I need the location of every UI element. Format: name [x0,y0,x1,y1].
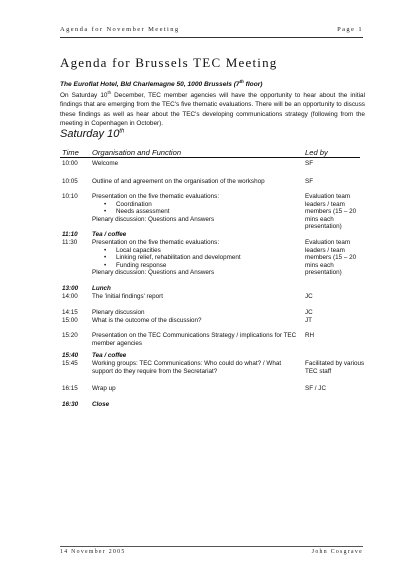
row-time: 10:10 [62,193,78,200]
bullet-item: • Needs assessment [102,208,302,216]
row-time: 16:30 [62,401,79,408]
header-left: Agenda for November Meeting [60,26,180,33]
column-header-activity: Organisation and Function [92,148,182,157]
row-led: SF / JC [305,385,326,392]
intro-sup: th [107,90,112,95]
day-sup: th [119,128,125,135]
bullet-item: • Coordination [102,201,302,209]
row-activity: Plenary discussion [92,309,145,316]
row-time: 14:00 [62,293,78,300]
footer-author: John Cosgrave [311,549,363,555]
intro-pre: On Saturday 10 [60,92,108,100]
bullet-item: • Linking relief, rehabilitation and development [102,254,302,262]
row-time: 15:20 [62,332,78,339]
row-activity-after: Plenary discussion: Questions and Answers [92,215,215,223]
row-led: RH [305,332,315,339]
row-activity: Wrap up [92,385,116,392]
row-activity: Presentation on the five thematic evaluations: [92,193,220,200]
page-title: Agenda for Brussels TEC Meeting [60,55,278,70]
row-time: 14:15 [62,309,78,316]
row-time: 10:05 [62,178,78,185]
row-activity: Tea / coffee [92,231,127,238]
row-activity-block [92,239,302,277]
intro-post: December, TEC member agencies will have the opportunity to hear about the initial findings that are emerging from the TEC's five thematic evaluations. There will be an opportunity to discuss these findings as well as hear about the TEC's developing communications strategy (following from the meeting in Copenhagen in October). [60,92,365,127]
row-activity: The 'initial findings' report [92,293,164,300]
row-activity: What is the outcome of the discussion? [92,317,202,324]
intro-paragraph [60,88,365,128]
row-led: Evaluation team leaders / team members (15 – 20 mins each presentation) [305,239,357,277]
day-heading [60,128,124,140]
bullet-item: • Funding response [102,262,302,270]
row-time: 15:45 [62,360,78,367]
row-led: Evaluation team leaders / team members (15 – 20 mins each presentation) [305,193,357,231]
column-header-time: Time [62,148,79,157]
column-header-led: Led by [305,148,328,157]
row-led: SF [305,178,314,185]
row-led: JT [305,317,312,324]
venue-end: floor) [243,81,263,89]
row-time: 10:00 [62,160,78,167]
row-activity: Welcome [92,160,119,167]
day-text: Saturday 10 [60,128,120,140]
row-activity: Presentation on the TEC Communications Strategy / implications for TEC member agencies [92,332,297,347]
row-time: 11:10 [62,231,78,238]
row-activity-block [92,193,302,223]
header-page-number: Page 1 [337,26,363,33]
row-activity: Close [92,401,110,408]
bullet-list [92,201,302,216]
row-led: Facilitated by various TEC staff [305,360,365,375]
venue-line [60,79,360,88]
footer-date: 14 November 2005 [60,549,126,555]
row-time: 11:30 [62,239,78,246]
row-led: SF [305,160,314,167]
row-activity: Presentation on the five thematic evaluations: [92,239,220,246]
row-led: JC [305,293,313,300]
row-activity: Working groups: TEC Communications: Who could do what? / What support do they require from the Secretariat? [92,360,282,375]
table-header-rule [60,157,360,158]
row-time: 15:00 [62,317,78,324]
footer-rule [60,546,363,547]
row-time: 16:15 [62,385,78,392]
bullet-list [92,247,302,270]
bullet-item: • Local capacities [102,247,302,255]
row-activity: Lunch [92,285,111,292]
row-time: 15:40 [62,352,79,359]
header-rule [60,37,363,38]
row-led: JC [305,309,313,316]
row-activity: Outline of and agreement on the organisation of the workshop [92,178,265,185]
venue-sup: th [239,79,244,84]
row-time: 13:00 [62,285,79,292]
row-activity: Tea / coffee [92,352,127,359]
row-activity-after: Plenary discussion: Questions and Answers [92,269,215,277]
venue-text: The Euroflat Hotel, Bld Charlemagne 50, 1000 Brussels (7 [60,81,240,89]
